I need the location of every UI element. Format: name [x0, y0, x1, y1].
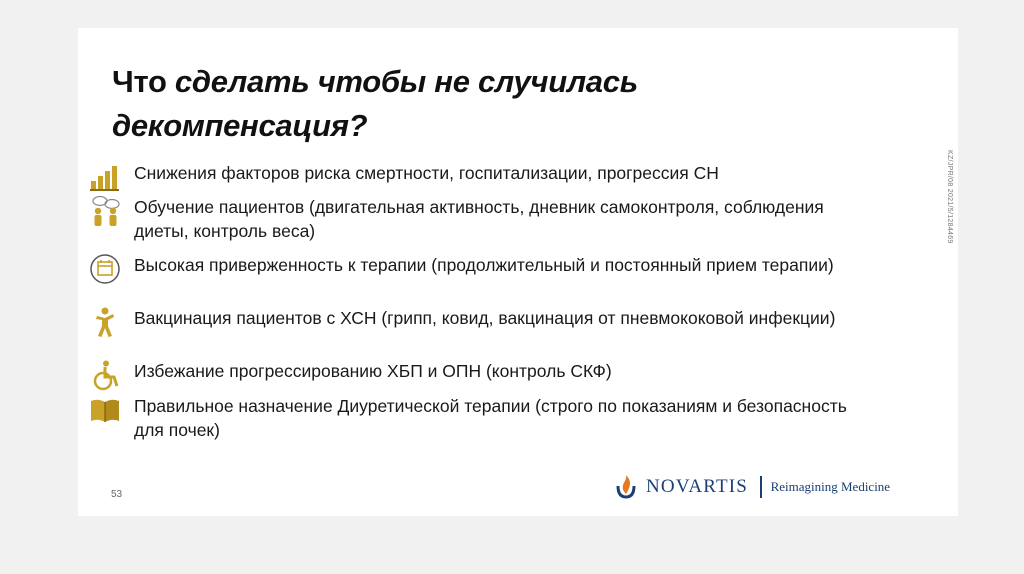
list-item — [88, 394, 864, 442]
list-item — [88, 306, 864, 338]
brand-tagline: Reimagining Medicine — [770, 479, 891, 494]
brand-name: NOVARTIS — [646, 476, 749, 497]
list-item-text: Избежание прогрессированию ХБП и ОПН (контроль СКФ) — [134, 361, 612, 381]
slide-title — [112, 60, 638, 148]
list-item-text: Снижения факторов риска смертности, госпитализации, прогрессия СН — [134, 163, 719, 183]
list-item-text: Вакцинация пациентов с ХСН (грипп, ковид, вакцинация от пневмококовой инфекции) — [134, 308, 836, 328]
document-code: KZ/JPR/08 2021/5/1284469 — [946, 150, 953, 244]
title-italic-line2: декомпенсация? — [112, 108, 368, 143]
list-item-text: Обучение пациентов (двигательная активность, дневник самоконтроля, соблюдения диеты, контроль веса) — [134, 197, 824, 241]
page-number: 53 — [111, 489, 123, 500]
title-italic-text: сделать чтобы не случилась — [174, 64, 638, 99]
list-item — [88, 195, 864, 243]
list-item-text: Высокая приверженность к терапии (продолжительный и постоянный прием терапии) — [134, 255, 834, 275]
title-normal-text: Что — [112, 64, 175, 99]
list-item — [88, 253, 864, 285]
novartis-flame-icon — [614, 474, 638, 500]
wheelchair-icon — [88, 359, 124, 391]
people-talking-icon — [88, 195, 124, 227]
list-item-text: Правильное назначение Диуретической терапии (строго по показаниям и безопасность для почек) — [134, 396, 847, 440]
list-item — [88, 161, 864, 193]
list-item — [88, 359, 864, 391]
calendar-icon — [88, 253, 124, 285]
novartis-logo — [614, 474, 890, 500]
person-icon — [88, 306, 124, 338]
book-icon — [88, 394, 124, 426]
bar-chart-icon — [88, 161, 124, 193]
logo-divider — [760, 476, 762, 498]
